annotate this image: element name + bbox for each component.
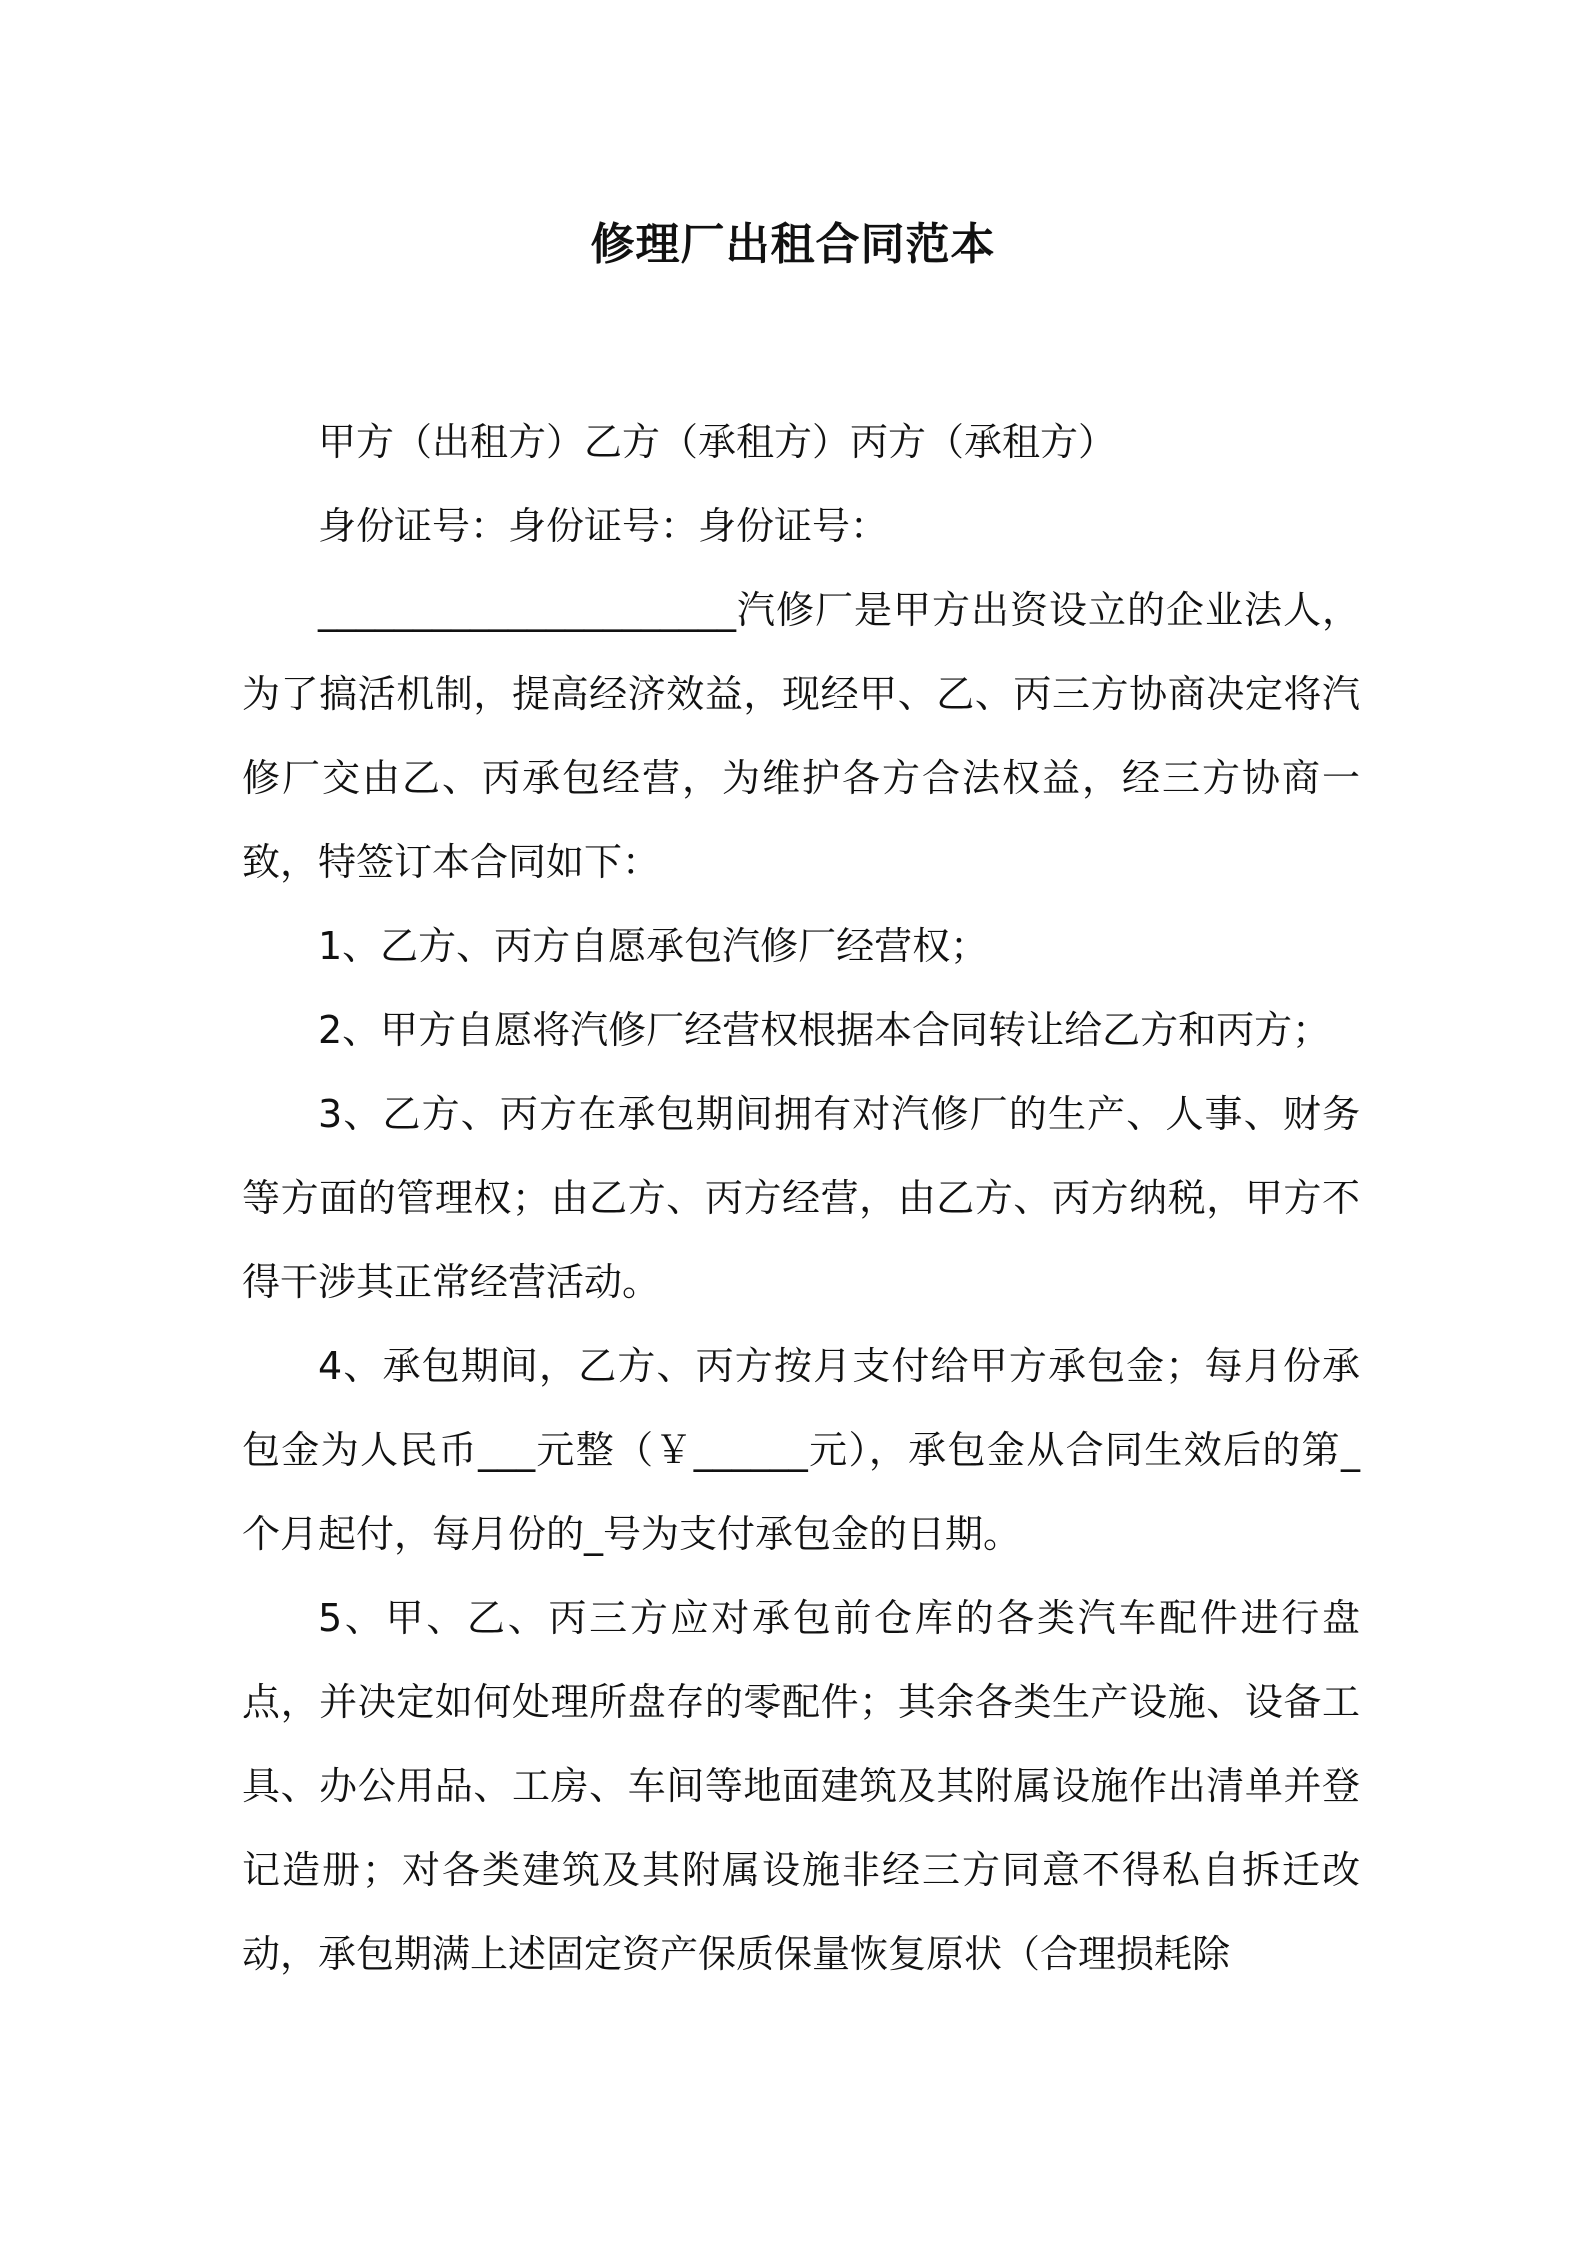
clause-3: 3、乙方、丙方在承包期间拥有对汽修厂的生产、人事、财务等方面的管理权；由乙方、丙方经营，由乙方、丙方纳税，甲方不得干涉其正常经营活动。 [242, 1092, 1360, 1304]
parties-line: 甲方（出租方）乙方（承租方）丙方（承租方） [318, 420, 1117, 464]
clause-4: 4、承包期间，乙方、丙方按月支付给甲方承包金；每月份承包金为人民币___元整（￥______元），承包金从合同生效后的第_个月起付，每月份的_号为支付承包金的日期。 [242, 1344, 1360, 1556]
clause-5: 5、甲、乙、丙三方应对承包前仓库的各类汽车配件进行盘点，并决定如何处理所盘存的零配件；其余各类生产设施、设备工具、办公用品、工房、车间等地面建筑及其附属设施作出清单并登记造册；对各类建筑及其附属设施非经三方同意不得私自拆迁改动，承包期满上述固定资产保质保量恢复原状（合理损耗除 [242, 1596, 1360, 1976]
id-number-line: 身份证号：身份证号：身份证号： [318, 504, 889, 548]
clause-1: 1、乙方、丙方自愿承包汽修厂经营权； [318, 924, 989, 968]
document-title: 修理厂出租合同范本 [590, 219, 996, 270]
contract-body [242, 400, 1360, 1996]
intro-paragraph: ______________________汽修厂是甲方出资设立的企业法人，为了搞活机制，提高经济效益，现经甲、乙、丙三方协商决定将汽修厂交由乙、丙承包经营，为维护各方合法权益，经三方协商一致，特签订本合同如下： [242, 588, 1360, 884]
clause-2: 2、甲方自愿将汽修厂经营权根据本合同转让给乙方和丙方； [318, 1008, 1331, 1052]
